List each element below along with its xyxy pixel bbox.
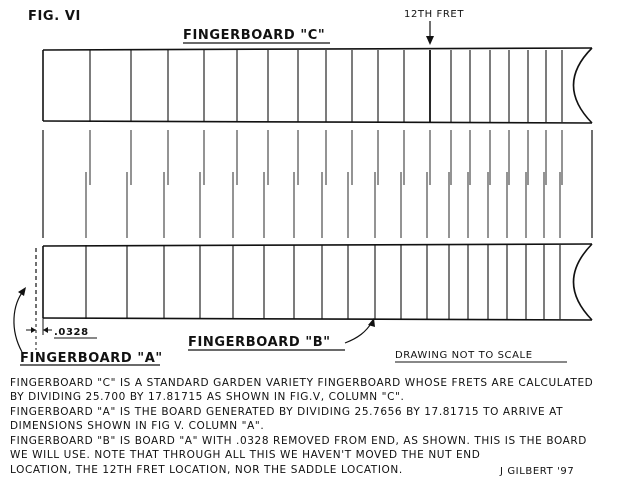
not-to-scale-label: DRAWING NOT TO SCALE bbox=[395, 350, 533, 361]
board-b-end-curve bbox=[574, 244, 593, 320]
fingerboard-c bbox=[43, 48, 592, 123]
fingerboard-a-leader bbox=[14, 290, 24, 352]
offset-arrow-left-head bbox=[31, 327, 36, 333]
fingerboard-a-extension bbox=[36, 248, 43, 350]
board-c-bottom-edge bbox=[43, 121, 592, 123]
note-line-2: BY DIVIDING 25.700 BY 17.81715 AS SHOWN IN FIG.V, COLUMN "C". bbox=[10, 391, 405, 403]
note-line-5: FINGERBOARD "B" IS BOARD "A" WITH .0328 REMOVED FROM END, AS SHOWN. THIS IS THE BOARD bbox=[10, 435, 587, 447]
notes-block bbox=[10, 377, 593, 476]
note-line-3: FINGERBOARD "A" IS THE BOARD GENERATED BY DIVIDING 25.7656 BY 17.81715 TO ARRIVE AT bbox=[10, 406, 564, 418]
board-b-frets bbox=[86, 245, 560, 319]
fingerboard-a-title: FINGERBOARD "A" bbox=[20, 351, 163, 366]
offset-arrow-right-head bbox=[43, 327, 48, 333]
fingerboard-b-leader bbox=[345, 322, 372, 343]
offset-label: .0328 bbox=[54, 327, 89, 338]
signature: J GILBERT '97 bbox=[500, 466, 575, 477]
board-b-bottom-edge bbox=[43, 318, 592, 320]
fret-12-label: 12TH FRET bbox=[404, 9, 465, 20]
fingerboard-b-title: FINGERBOARD "B" bbox=[188, 335, 331, 350]
c-fret-extensions bbox=[90, 130, 562, 185]
fingerboard-c-title: FINGERBOARD "C" bbox=[183, 28, 326, 43]
note-line-1: FINGERBOARD "C" IS A STANDARD GARDEN VARIETY FINGERBOARD WHOSE FRETS ARE CALCULATED bbox=[10, 377, 594, 389]
board-c-frets bbox=[90, 50, 562, 122]
note-line-6: WE WILL USE. NOTE THAT THROUGH ALL THIS WE HAVEN'T MOVED THE NUT END bbox=[10, 449, 481, 461]
board-c-end-curve bbox=[574, 48, 593, 123]
note-line-4: DIMENSIONS SHOWN IN FIG V. COLUMN "A". bbox=[10, 420, 265, 432]
fingerboard-b bbox=[43, 244, 592, 320]
figure-label: FIG. VI bbox=[28, 9, 81, 24]
note-line-7: LOCATION, THE 12TH FRET LOCATION, NOR THE SADDLE LOCATION. bbox=[10, 464, 403, 476]
b-fret-extensions bbox=[86, 172, 560, 238]
fingerboard-a-leader-head bbox=[18, 287, 26, 296]
board-c-top-edge bbox=[43, 48, 592, 50]
fret-12-arrow-head bbox=[426, 36, 434, 45]
comparison-marks bbox=[43, 130, 592, 238]
board-b-top-edge bbox=[43, 244, 592, 246]
offset-dimension bbox=[26, 327, 97, 338]
